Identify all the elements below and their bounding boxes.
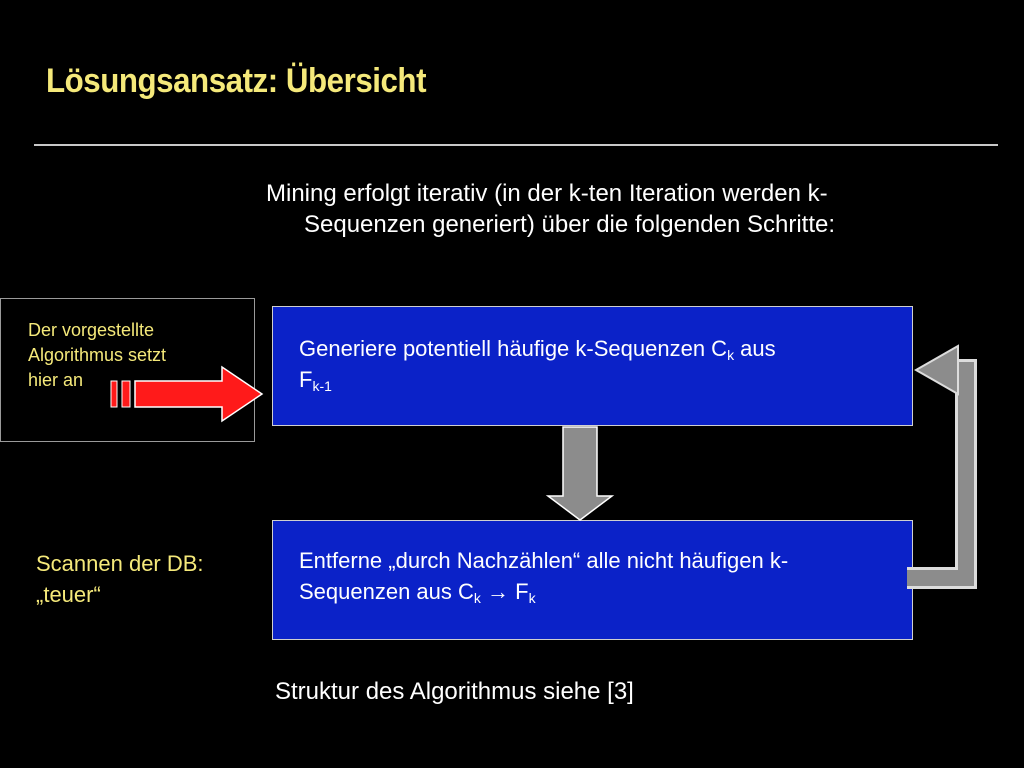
step-prune-sub-a: k: [473, 590, 481, 606]
note-line-1: Der vorgestellte: [28, 320, 155, 340]
step-generate-sub-c: k-1: [312, 378, 332, 394]
scan-line-1: Scannen der DB:: [36, 551, 204, 576]
step-prune-arrow-text: → F: [480, 579, 529, 604]
step-prune-text-a: Sequenzen aus C: [299, 579, 474, 604]
red-arrow-icon: [111, 367, 262, 421]
slide-title: Lösungsansatz: Übersicht: [46, 62, 427, 100]
step-prune-sub-b: k: [528, 590, 536, 606]
step-generate-sub-a: k: [727, 347, 735, 363]
step-prune-line-1: Entferne „durch Nachzählen“ alle nicht häufigen k-: [299, 548, 789, 573]
scan-line-2: „teuer“: [36, 582, 101, 607]
note-line-2: Algorithmus setzt: [28, 345, 167, 365]
note-line-3: hier an: [28, 370, 84, 390]
footer-text: Struktur des Algorithmus siehe [3]: [275, 678, 634, 705]
step-generate-text-a: Generiere potentiell häufige k-Sequenzen C: [299, 336, 728, 361]
step-generate-text-b: aus: [734, 336, 776, 361]
intro-line-2: Sequenzen generiert) über die folgenden Schritte:: [304, 211, 836, 238]
intro-line-1: Mining erfolgt iterativ (in der k-ten Iteration werden k-: [266, 180, 828, 207]
loop-back-arrow-icon: [907, 346, 966, 578]
down-arrow-icon: [548, 427, 612, 520]
step-generate-text-c: F: [299, 367, 313, 392]
